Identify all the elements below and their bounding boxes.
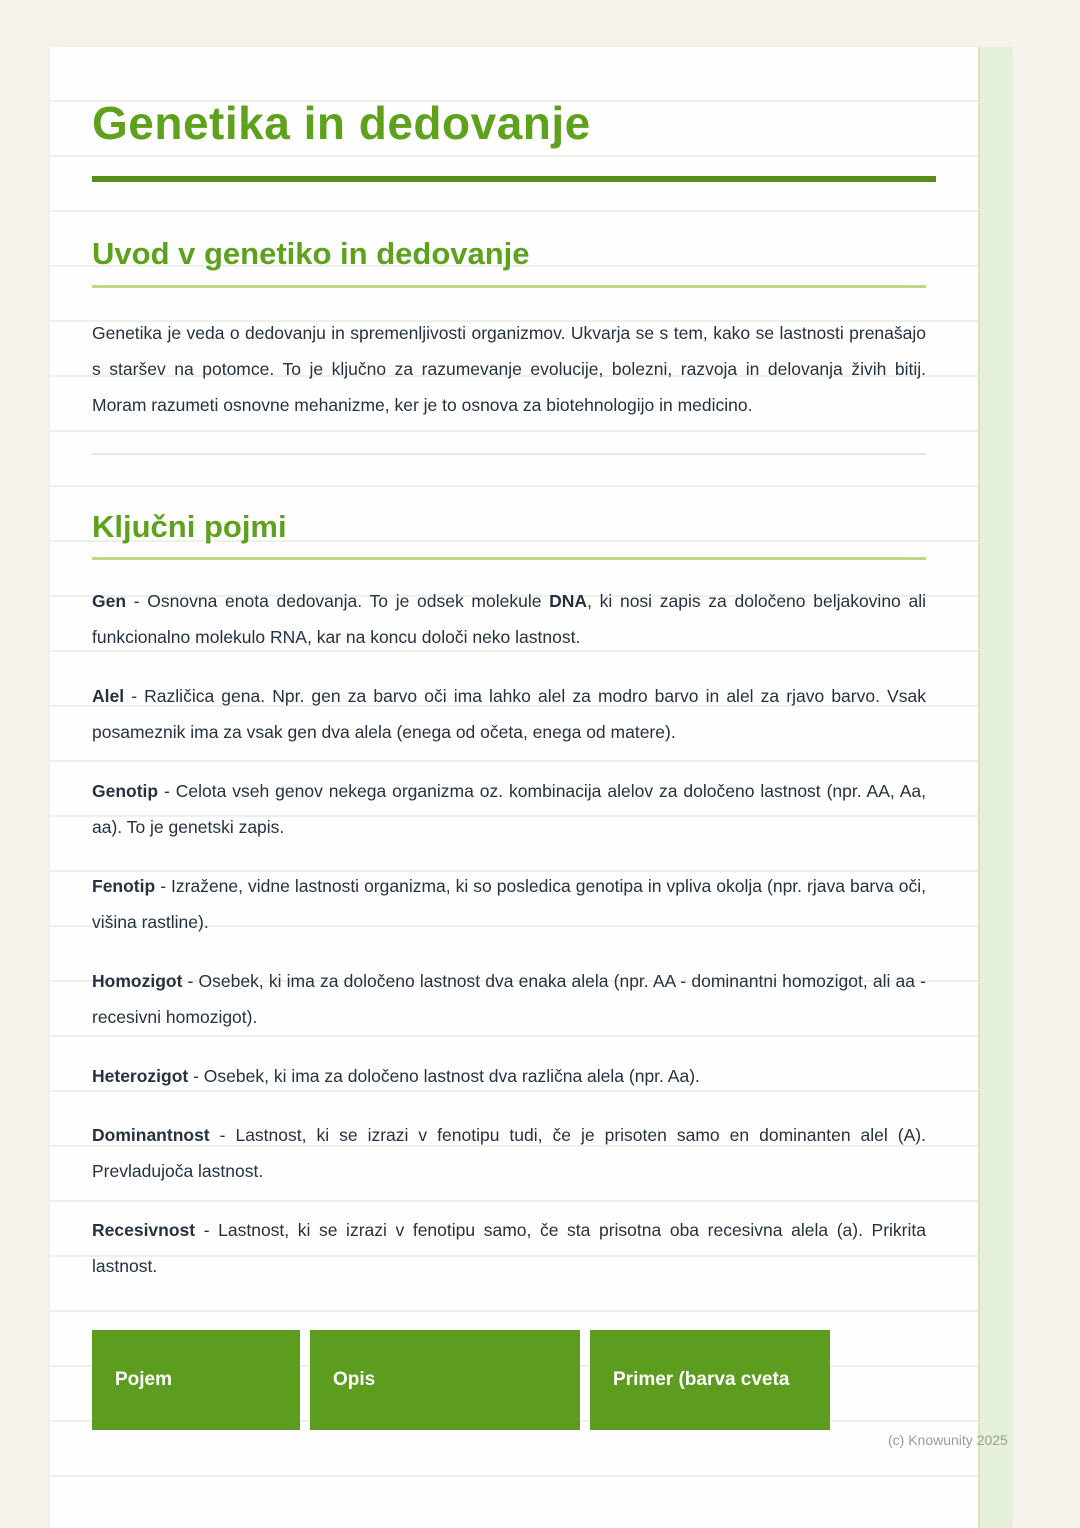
term-alel	[92, 678, 926, 750]
term-text: - Lastnost, ki se izrazi v fenotipu tudi, če je prisoten samo en dominanten alel (A). Prevladujoča lastnost.	[92, 1125, 926, 1182]
term-text: - Osebek, ki ima za določeno lastnost dva enaka alela (npr. AA - dominantni homozigot, ali aa - recesivni homozigot).	[92, 971, 926, 1028]
table-header-primer: Primer (barva cveta	[590, 1330, 830, 1430]
term-text: - Celota vseh genov nekega organizma oz. kombinacija alelov za določeno lastnost (npr. AA, Aa, aa). To je genetski zapis.	[92, 781, 926, 838]
term-text: - Izražene, vidne lastnosti organizma, ki so posledica genotipa in vpliva okolja (npr. rjava barva oči, višina rastline).	[92, 876, 926, 933]
term-inline-bold: DNA	[549, 591, 588, 612]
section-heading-pojmi: Ključni pojmi	[92, 508, 287, 544]
term-genotip	[92, 773, 926, 845]
term-text: - Različica gena. Npr. gen za barvo oči ima lahko alel za modro barvo in alel za rjavo barvo. Vsak posameznik ima za vsak gen dva alela (enega od očeta, enega od matere).	[92, 686, 926, 743]
side-stripe	[978, 47, 1012, 1528]
term-label: Heterozigot	[92, 1066, 189, 1087]
section-divider	[92, 453, 926, 455]
term-label: Homozigot	[92, 971, 183, 992]
term-label: Dominantnost	[92, 1125, 210, 1146]
page-title: Genetika in dedovanje	[92, 97, 591, 149]
page-card	[50, 47, 1012, 1528]
watermark: (c) Knowunity 2025	[888, 1432, 1008, 1448]
pojmi-rule	[92, 557, 926, 560]
page-content	[92, 97, 926, 1430]
term-fenotip	[92, 868, 926, 940]
term-label: Genotip	[92, 781, 159, 802]
table-header-pojem: Pojem	[92, 1330, 300, 1430]
section-heading-uvod: Uvod v genetiko in dedovanje	[92, 235, 530, 271]
title-rule	[92, 176, 936, 182]
term-label: Fenotip	[92, 876, 156, 897]
term-label: Gen	[92, 591, 127, 612]
table-header-row	[92, 1330, 926, 1430]
term-text: - Osnovna enota dedovanja. To je odsek molekule	[126, 591, 550, 612]
term-text: - Osebek, ki ima za določeno lastnost dva različna alela (npr. Aa).	[188, 1066, 700, 1087]
term-label: Alel	[92, 686, 125, 707]
intro-paragraph: Genetika je veda o dedovanju in spremenljivosti organizmov. Ukvarja se s tem, kako se lastnosti prenašajo s staršev na potomce. To je ključno za razumevanje evolucije, bolezni, razvoja in delovanja živih bitij. Moram razumeti osnovne mehanizme, ker je to osnova za biotehnologijo in medicino.	[92, 322, 926, 415]
term-heterozigot	[92, 1058, 926, 1094]
term-label: Recesivnost	[92, 1220, 196, 1241]
term-gen	[92, 583, 926, 655]
term-recesivnost	[92, 1212, 926, 1284]
uvod-rule	[92, 285, 926, 288]
term-text: - Lastnost, ki se izrazi v fenotipu samo, če sta prisotna oba recesivna alela (a). Prikrita lastnost.	[92, 1220, 926, 1277]
term-homozigot	[92, 963, 926, 1035]
term-text: , ki nosi zapis za določeno beljakovino ali funkcionalno molekulo RNA, kar na koncu določi neko lastnost.	[92, 591, 926, 648]
table-header-opis: Opis	[310, 1330, 580, 1430]
term-dominantnost	[92, 1117, 926, 1189]
